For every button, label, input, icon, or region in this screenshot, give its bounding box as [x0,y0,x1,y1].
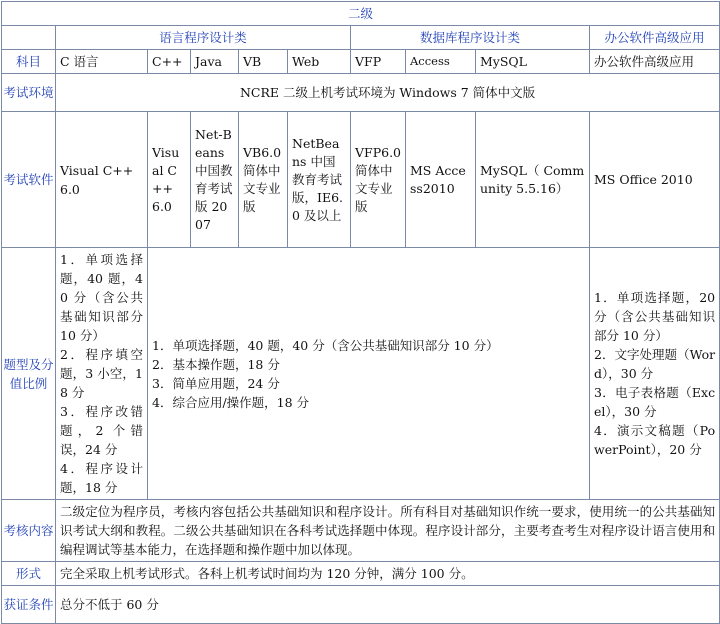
row-label-form: 形式 [2,562,56,586]
list-item: 2．基本操作题，18 分 [152,356,280,372]
software-vb: VB6.0 简体中文专业版 [239,112,288,248]
software-access: MS Access2010 [406,112,476,248]
row-label-content: 考核内容 [2,500,56,562]
level-title: 二级 [2,2,720,26]
list-item: 2．程序填空题，3 小空，18 分 [60,347,143,400]
software-vfp: VFP6.0 简体中文专业版 [351,112,406,248]
subject-vb: VB [239,50,288,74]
group-office: 办公软件高级应用 [590,26,720,50]
list-item: 1．单项选择题，40 题，40 分（含公共基础知识部分 10 分） [152,337,499,353]
subject-vfp: VFP [351,50,406,74]
list-item: 3．程序改错题，2 个错误，24 分 [60,404,143,457]
subject-cpp: C++ [148,50,191,74]
row-label-software: 考试软件 [2,112,56,248]
software-c: Visual C++ 6.0 [56,112,148,248]
types-c-list [60,250,143,497]
list-item: 3．简单应用题，24 分 [152,375,280,391]
exam-table [1,1,720,624]
subject-c: C 语言 [56,50,148,74]
software-web: NetBeans 中国教育考试版，IE6.0 及以上 [288,112,351,248]
row-label-env: 考试环境 [2,74,56,112]
cert-text: 总分不低于 60 分 [56,586,720,624]
types-c [56,248,148,500]
software-cpp: Visual C++ 6.0 [148,112,191,248]
list-item: 1．单项选择题，20 分（含公共基础知识部分 10 分） [594,290,716,343]
subject-web: Web [288,50,351,74]
list-item: 4．综合应用/操作题，18 分 [152,394,310,410]
group-lang: 语言程序设计类 [56,26,351,50]
list-item: 4．程序设计题，18 分 [60,461,143,495]
subject-access: Access [406,50,476,74]
group-db: 数据库程序设计类 [351,26,590,50]
subject-java: Java [191,50,239,74]
env-text: NCRE 二级上机考试环境为 Windows 7 简体中文版 [56,74,720,112]
row-label-type: 题型及分值比例 [2,248,56,500]
row-label-cert: 获证条件 [2,586,56,624]
list-item: 1．单项选择题，40 题，40 分（含公共基础知识部分 10 分） [60,252,143,343]
software-java: Net-Beans 中国教育考试版 2007 [191,112,239,248]
content-text: 二级定位为程序员，考核内容包括公共基础知识和程序设计。所有科目对基础知识作统一要求，使用统一的公共基础知识考试大纲和教程。二级公共基础知识在各科考试选择题中体现。程序设计部分，主要考查考生对程序设计语言使用和编程调试等基本能力，在选择题和操作题中加以体现。 [56,500,720,562]
types-office [590,248,720,500]
software-mysql: MySQL（ Community 5.5.16） [476,112,590,248]
form-text: 完全采取上机考试形式。各科上机考试时间均为 120 分钟，满分 100 分。 [56,562,720,586]
types-others-list [152,336,585,412]
types-others [148,248,590,500]
software-office: MS Office 2010 [590,112,720,248]
list-item: 2．文字处理题（Word），30 分 [594,347,716,381]
corner-cell [2,26,56,50]
list-item: 4．演示文稿题（PowerPoint），20 分 [594,423,716,457]
subject-office: 办公软件高级应用 [590,50,720,74]
list-item: 3．电子表格题（Excel），30 分 [594,385,716,419]
row-label-subject: 科目 [2,50,56,74]
subject-mysql: MySQL [476,50,590,74]
types-office-list [594,288,715,459]
